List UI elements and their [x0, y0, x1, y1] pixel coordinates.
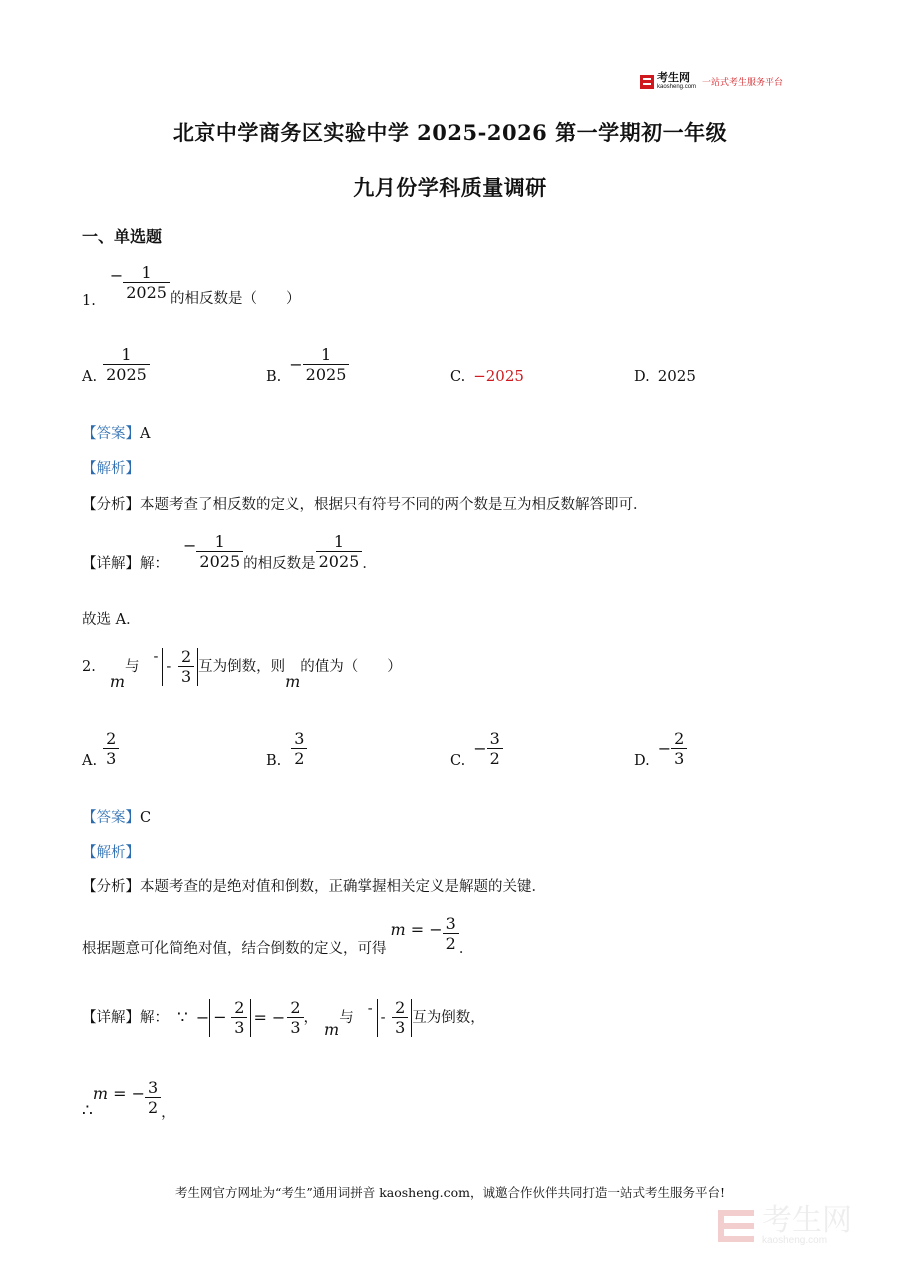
frac-den: 2 [487, 748, 503, 768]
fraction [196, 533, 243, 572]
fraction [303, 346, 350, 385]
because-symbol: ∵ [177, 1007, 188, 1028]
frac-den: 2025 [103, 364, 150, 384]
eq-mid: = − [253, 1008, 286, 1027]
frac-den: 2025 [316, 551, 363, 571]
q2-answer [82, 811, 151, 826]
q1-stem [82, 258, 300, 308]
text-yu: 与 [339, 1009, 354, 1026]
xiangjie-pre: 解： [140, 555, 169, 572]
stem-mid: 互为倒数，则 [198, 658, 286, 675]
fenxi-tag: 【分析】 [82, 879, 140, 895]
option-value: 2025 [657, 367, 696, 385]
fraction [487, 730, 503, 769]
fraction [316, 533, 363, 572]
q1-num: 1 [141, 262, 152, 282]
kaosheng-watermark-icon [716, 1206, 756, 1246]
q2-number: 2. [82, 658, 96, 675]
line2-end: ． [458, 940, 474, 957]
sign: - [166, 659, 172, 675]
q2-analysis-line2 [82, 910, 473, 958]
sign: - [153, 649, 159, 665]
text-hu: 互为倒数， [412, 1009, 485, 1026]
sign: − [657, 739, 672, 758]
answer-tag: 【答案】 [82, 426, 140, 442]
fraction [178, 648, 194, 687]
q1-answer [82, 427, 150, 442]
q2-xiangjie [82, 994, 485, 1042]
fraction [392, 999, 408, 1038]
q1-option-d [634, 369, 696, 385]
q1-den: 2025 [123, 282, 170, 302]
frac-num: 2 [395, 997, 406, 1017]
option-label: D. [634, 752, 650, 769]
option-label: C. [450, 369, 466, 385]
frac-den: 2025 [303, 364, 350, 384]
var-m: m [285, 672, 301, 691]
frac-num: 2 [234, 997, 245, 1017]
frac-den: 3 [178, 666, 194, 686]
option-label: D. [634, 369, 650, 385]
q1-fenxi [82, 498, 648, 513]
frac-num: 2 [290, 997, 301, 1017]
answer-tag: 【答案】 [82, 810, 140, 826]
option-label: B. [266, 368, 282, 385]
xiangjie-pre: 解： [140, 1009, 169, 1026]
fenxi-text: 本题考查的是绝对值和倒数，正确掌握相关定义是解题的关键． [140, 879, 546, 895]
absolute-value [209, 999, 251, 1038]
q2-option-c [450, 726, 503, 772]
xiangjie-mid: 的相反数是 [243, 555, 316, 572]
fraction [287, 999, 303, 1038]
frac-num: 1 [333, 531, 345, 551]
answer-value: A [140, 426, 151, 442]
kaosheng-logo-icon [640, 75, 654, 89]
q1-analysis-tag: 【解析】 [82, 461, 140, 477]
frac-num: 1 [320, 344, 332, 364]
eq-m: m = − [390, 920, 443, 939]
fraction [671, 730, 687, 769]
q1-sign: − [109, 266, 124, 285]
q2-option-d [634, 726, 687, 772]
frac-num: 3 [445, 913, 456, 933]
absolute-value [377, 999, 413, 1038]
q1-number: 1. [82, 292, 96, 309]
watermark-sub: kaosheng.com [762, 1235, 828, 1246]
logo-sub: kaosheng.com [657, 84, 697, 90]
fraction [443, 915, 459, 954]
q2-final [82, 1074, 176, 1122]
frac-num: 2 [180, 646, 192, 666]
option-label: C. [450, 752, 466, 769]
q1-stem-text: 的相反数是（ ） [169, 290, 301, 307]
stem-end: 的值为（ ） [300, 658, 402, 675]
q1-option-c [450, 369, 524, 385]
page-footer: 考生网官方网址为“考生”通用词拼音 kaosheng.com，诚邀合作伙伴共同打造一站式考生服务平台! [174, 1185, 726, 1200]
q1-option-a [82, 342, 150, 388]
sign: − [183, 536, 197, 555]
comma: ， [303, 1009, 319, 1026]
sign: - [380, 1010, 386, 1026]
option-label: A. [82, 368, 98, 385]
q2-analysis-tag: 【解析】 [82, 845, 140, 861]
frac-num: 1 [121, 344, 132, 364]
fraction [103, 730, 119, 769]
line2-text: 根据题意可化简绝对值，结合倒数的定义，可得 [82, 940, 387, 957]
frac-den: 3 [287, 1017, 303, 1037]
frac-den: 2 [145, 1097, 161, 1117]
fraction [231, 999, 247, 1038]
q2-stem [82, 642, 402, 692]
frac-num: 2 [674, 728, 685, 748]
frac-num: 3 [147, 1077, 159, 1097]
option-label: A. [82, 752, 98, 769]
frac-num: 1 [214, 531, 225, 551]
q1-conclusion: 故选 A． [82, 612, 141, 628]
frac-den: 3 [231, 1017, 247, 1037]
fenxi-tag: 【分析】 [82, 497, 140, 513]
therefore-symbol: ∴ [82, 1101, 93, 1121]
frac-num: 3 [489, 728, 500, 748]
xiangjie-tag: 【详解】 [82, 1009, 140, 1026]
q1-option-b [266, 342, 349, 388]
option-value: −2025 [473, 367, 524, 385]
xiangjie-tag: 【详解】 [82, 555, 140, 572]
fraction [291, 730, 307, 769]
watermark [716, 1206, 852, 1246]
sign: − [289, 355, 303, 374]
q2-option-b [266, 726, 307, 772]
q2-option-a [82, 726, 119, 772]
var-m: m [109, 672, 126, 691]
fraction [145, 1079, 161, 1118]
sign: − [195, 1008, 210, 1027]
absolute-value [162, 648, 198, 687]
q1-fraction [123, 264, 170, 303]
frac-den: 2 [443, 933, 459, 953]
page-title: 北京中学商务区实验中学 2025-2026 第一学期初一年级 [172, 120, 728, 145]
frac-num: 3 [294, 728, 305, 748]
q2-fenxi [82, 880, 546, 895]
frac-num: 2 [106, 728, 117, 748]
text-yu: 与 [125, 658, 140, 675]
frac-den: 3 [103, 748, 119, 768]
frac-den: 3 [671, 748, 687, 768]
header-logo [640, 73, 783, 90]
fraction [103, 346, 150, 385]
option-label: B. [266, 752, 282, 769]
watermark-text: 考生网 [762, 1204, 852, 1237]
frac-den: 2 [291, 748, 307, 768]
sign: − [473, 739, 487, 758]
slogan: 一站式考生服务平台 [702, 77, 784, 87]
sign: − [213, 1007, 227, 1026]
xiangjie-end: ． [362, 555, 377, 572]
final-end: ， [161, 1104, 176, 1121]
eq-m: m = − [92, 1084, 145, 1103]
frac-den: 3 [392, 1017, 408, 1037]
fenxi-text: 本题考查了相反数的定义，根据只有符号不同的两个数是互为相反数解答即可． [140, 497, 648, 513]
q1-xiangjie [82, 530, 377, 574]
answer-value: C [140, 810, 152, 826]
page-subtitle: 九月份学科质量调研 [353, 175, 547, 200]
sign: - [367, 1001, 373, 1017]
logo-text: 考生网 [657, 72, 690, 84]
frac-den: 2025 [196, 551, 243, 571]
var-m: m [324, 1020, 340, 1039]
section-heading: 一、单选题 [82, 227, 163, 246]
